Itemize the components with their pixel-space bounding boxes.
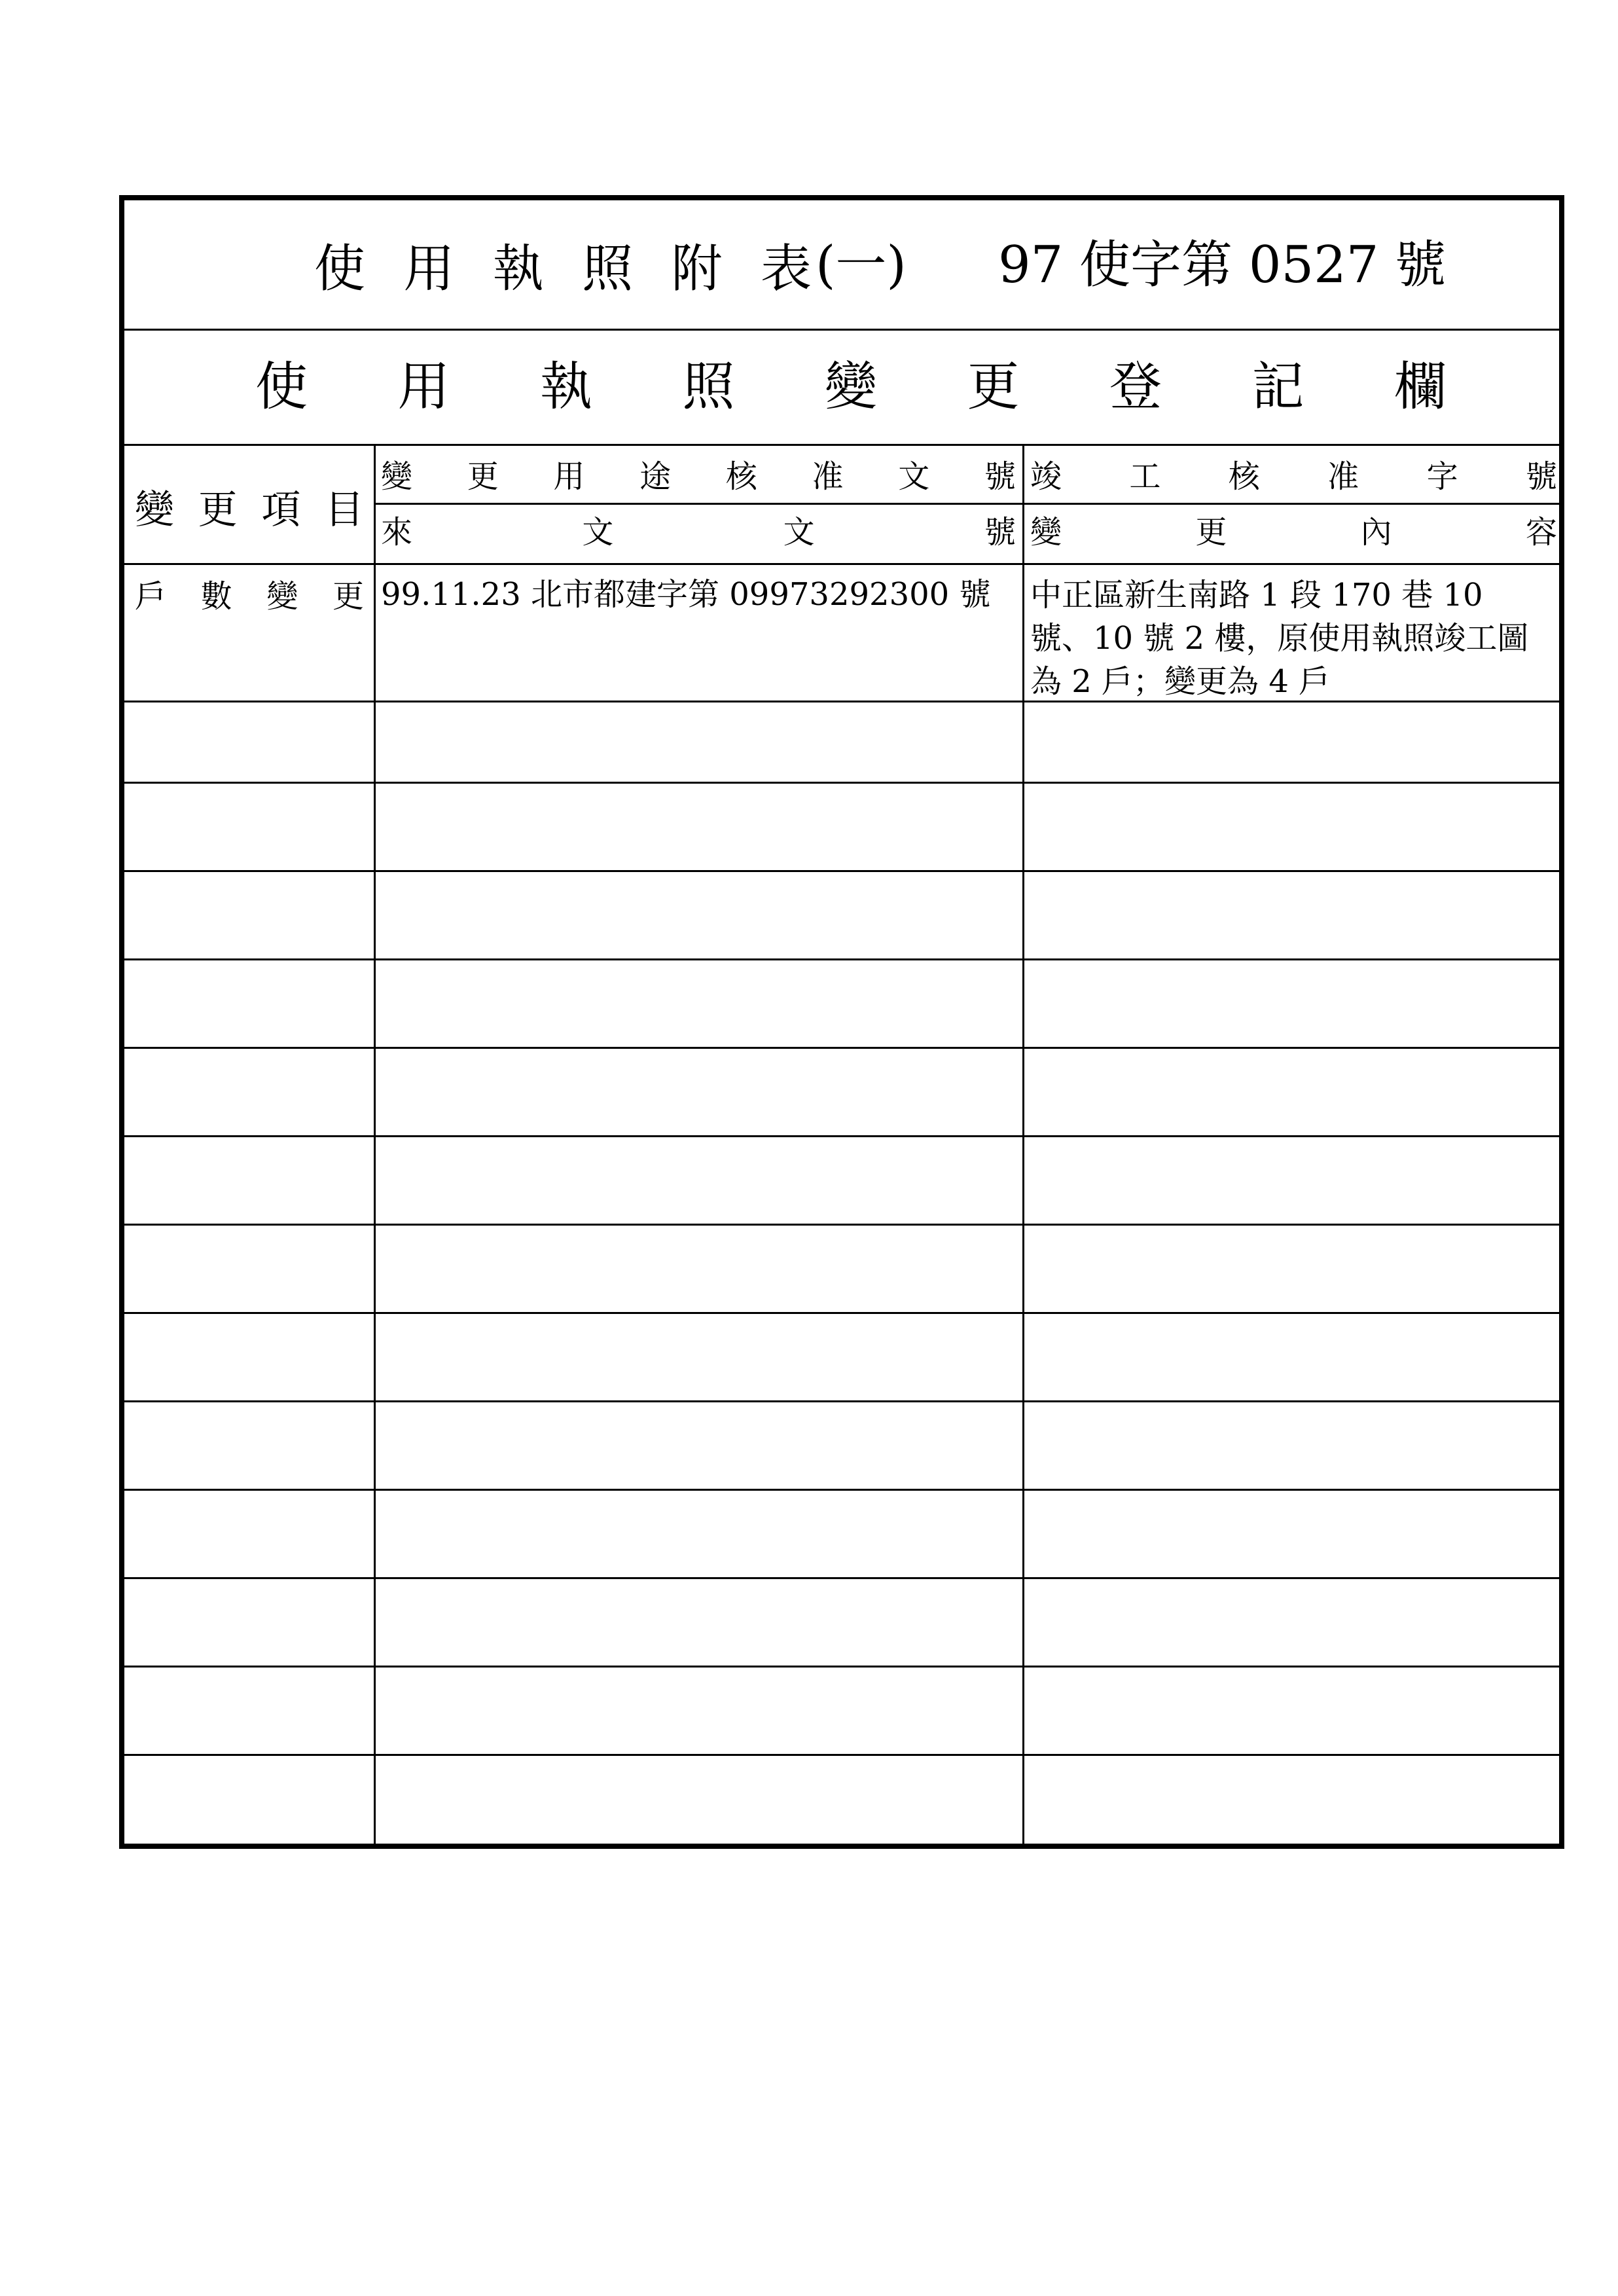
header-char: 核 [1228, 458, 1260, 495]
header-char: 內 [1360, 514, 1392, 551]
subtitle-divider [124, 444, 1559, 446]
header-char: 目 [324, 487, 364, 533]
subtitle-char: 記 [1251, 356, 1304, 417]
column-divider-2 [1022, 444, 1024, 1844]
subtitle-char: 更 [967, 356, 1020, 417]
column-divider-1 [374, 444, 376, 1844]
subtitle-char: 執 [540, 356, 592, 417]
subtitle-char: 使 [255, 356, 308, 417]
row-divider [124, 1577, 1559, 1579]
header-char: 用 [553, 458, 585, 495]
title-char: 執 [492, 240, 544, 299]
row-item-char: 戶 [135, 578, 167, 615]
header-incoming [381, 515, 1016, 550]
row-approval: 99.11.23 北市都建字第 09973292300 號 [381, 576, 991, 613]
header-char: 文 [783, 514, 815, 551]
header-char: 更 [1195, 514, 1227, 551]
header-char: 文 [582, 514, 614, 551]
header-char: 號 [984, 458, 1016, 495]
row-divider [124, 1224, 1559, 1226]
header-char: 變 [381, 458, 413, 495]
row-divider [124, 1754, 1559, 1756]
header-char: 項 [261, 487, 301, 533]
header-item [135, 488, 364, 532]
header-approval [381, 459, 1016, 494]
row-divider [124, 1135, 1559, 1137]
header-char: 號 [984, 514, 1016, 551]
subtitle-char: 登 [1109, 356, 1162, 417]
header-subdivider [374, 503, 1559, 505]
row-divider [124, 1047, 1559, 1049]
title-label [314, 240, 812, 299]
header-char: 准 [1327, 458, 1359, 495]
row-divider [124, 870, 1559, 872]
row-divider [124, 782, 1559, 784]
title-char: 附 [671, 240, 723, 299]
header-char: 更 [467, 458, 499, 495]
permit-number: 97 使字第 0527 號 [998, 236, 1447, 295]
row-item [135, 579, 364, 614]
header-char: 變 [135, 487, 174, 533]
title-divider [124, 329, 1559, 331]
table-number: (一) [816, 236, 907, 295]
row-divider [124, 1666, 1559, 1667]
header-char: 文 [898, 458, 930, 495]
title-char: 用 [403, 240, 455, 299]
header-content [1030, 515, 1557, 550]
row-item-char: 數 [200, 578, 232, 615]
row-item-char: 變 [266, 578, 298, 615]
header-char: 工 [1129, 458, 1161, 495]
row-divider [124, 701, 1559, 702]
header-char: 變 [1030, 514, 1062, 551]
header-char: 號 [1525, 458, 1557, 495]
row-divider [124, 958, 1559, 960]
row-divider [124, 1489, 1559, 1491]
subtitle [255, 357, 1447, 416]
header-completion [1030, 459, 1557, 494]
header-char: 准 [812, 458, 844, 495]
row-divider [124, 1400, 1559, 1402]
row-divider [124, 1312, 1559, 1314]
title-char: 照 [582, 240, 634, 299]
header-char: 容 [1525, 514, 1557, 551]
row-item-char: 更 [332, 578, 364, 615]
row-content: 中正區新生南路 1 段 170 巷 10 號、10 號 2 樓，原使用執照竣工圖為 2 戶；變更為 4 戶 [1030, 577, 1529, 700]
header-char: 字 [1426, 458, 1458, 495]
title-char: 使 [314, 240, 366, 299]
header-char: 途 [639, 458, 672, 495]
header-bottom-divider [124, 563, 1559, 565]
header-char: 核 [725, 458, 757, 495]
subtitle-char: 欄 [1394, 356, 1447, 417]
header-char: 竣 [1030, 458, 1062, 495]
permit-table [119, 195, 1564, 1849]
header-char: 來 [381, 514, 413, 551]
title-char: 表 [760, 240, 812, 299]
subtitle-char: 變 [825, 356, 877, 417]
header-char: 更 [198, 487, 238, 533]
subtitle-char: 用 [397, 356, 450, 417]
subtitle-char: 照 [682, 356, 735, 417]
